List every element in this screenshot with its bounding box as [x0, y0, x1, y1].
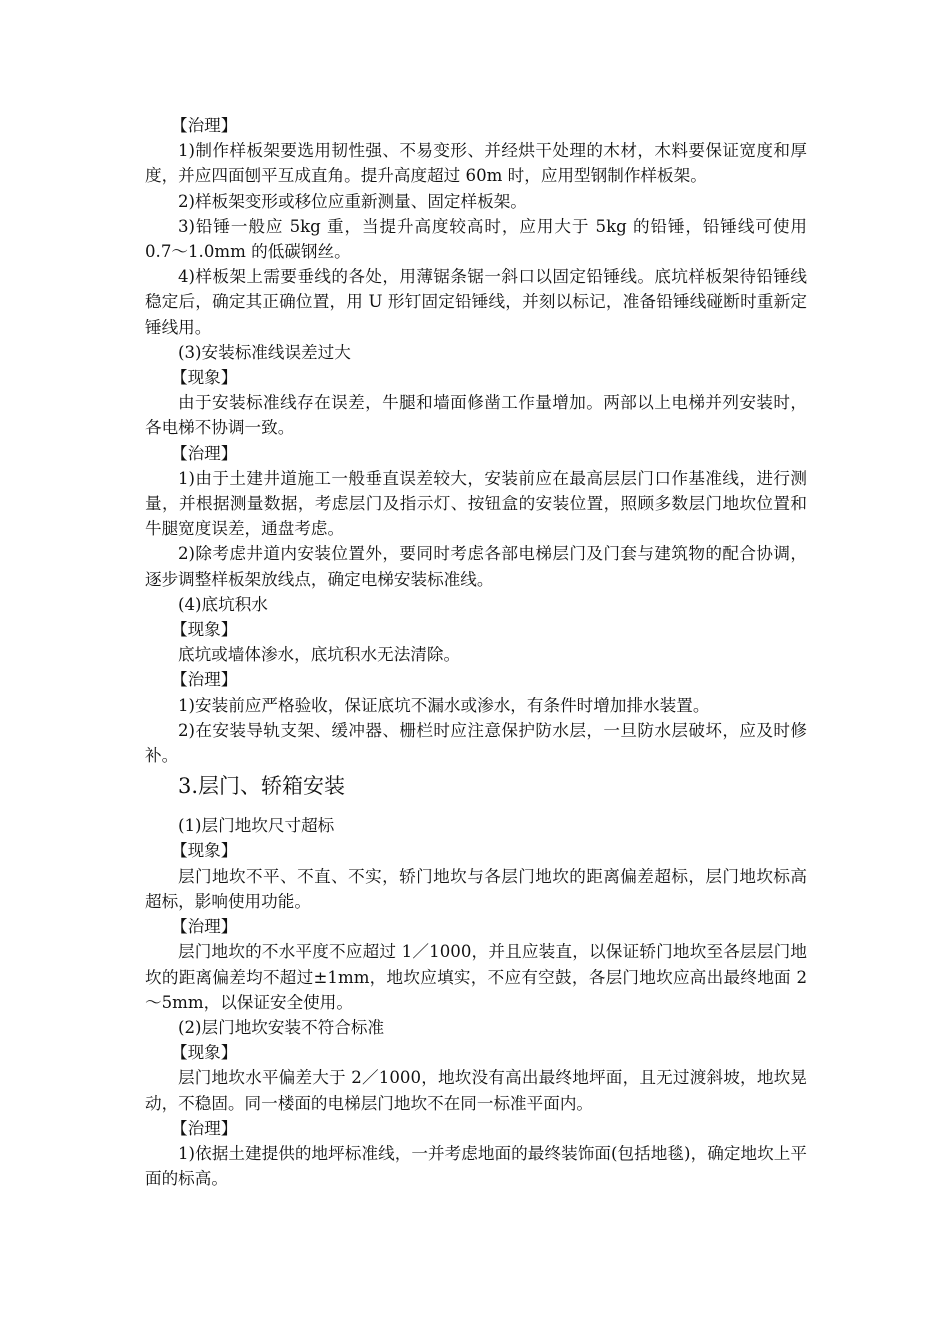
paragraph: 层门地坎的不水平度不应超过 1／1000，并且应装直，以保证轿门地坎至各层层门地坎的距离偏差均不超过±1mm，地坎应填实，不应有空鼓，各层门地坎应高出最终地面 2～5mm，以保证安全使用。: [145, 942, 807, 1012]
subsection-label: 【现象】: [171, 841, 238, 861]
paragraph: 1)依据土建提供的地坪标准线，一并考虑地面的最终装饰面(包括地毯)，确定地坎上平面的标高。: [145, 1143, 807, 1189]
paragraph: 2)在安装导轨支架、缓冲器、栅栏时应注意保护防水层，一旦防水层破坏，应及时修补。: [145, 720, 807, 766]
paragraph: 1)由于土建井道施工一般垂直误差较大，安装前应在最高层层门口作基准线，进行测量，并根据测量数据，考虑层门及指示灯、按钮盒的安装位置，照顾多数层门地坎位置和牛腿宽度误差，通盘考虑。: [145, 468, 807, 539]
section-heading: 3.层门、轿箱安装: [178, 774, 346, 799]
subsection-label: 【治理】: [171, 116, 238, 135]
paragraph: 2)样板架变形或移位应重新测量、固定样板架。: [178, 191, 527, 211]
paragraph: 1)制作样板架要选用韧性强、不易变形、并经烘干处理的木材，木料要保证宽度和厚度，并应四面刨平互成直角。提升高度超过 60m 时，应用型钢制作样板架。: [145, 141, 807, 186]
paragraph: 3)铅锤一般应 5kg 重，当提升高度较高时，应用大于 5kg 的铅锤，铅锤线可使用 0.7～1.0mm 的低碳钢丝。: [145, 216, 807, 262]
subsection-label: 【治理】: [171, 443, 238, 463]
paragraph: 1)安装前应严格验收，保证底坑不漏水或渗水，有条件时增加排水装置。: [178, 695, 710, 715]
paragraph: 底坑或墙体渗水，底坑积水无法清除。: [178, 645, 461, 665]
paragraph: (2)层门地坎安装不符合标准: [178, 1017, 385, 1037]
paragraph: 由于安装标准线存在误差，牛腿和墙面修凿工作量增加。两部以上电梯并列安装时，各电梯不协调一致。: [145, 393, 807, 438]
paragraph: 2)除考虑井道内安装位置外，要同时考虑各部电梯层门及门套与建筑物的配合协调，逐步调整样板架放线点，确定电梯安装标准线。: [145, 544, 807, 589]
subsection-label: 【治理】: [171, 670, 238, 690]
subsection-label: 【现象】: [171, 1043, 238, 1063]
paragraph: 层门地坎不平、不直、不实，轿门地坎与各层门地坎的距离偏差超标，层门地坎标高超标，影响使用功能。: [145, 866, 807, 911]
subsection-label: 【治理】: [171, 917, 238, 937]
paragraph: 层门地坎水平偏差大于 2／1000，地坎没有高出最终地坪面，且无过渡斜坡，地坎晃动，不稳固。同一楼面的电梯层门地坎不在同一标准平面内。: [145, 1068, 807, 1113]
document-page: [145, 113, 807, 1191]
paragraph: (4)底坑积水: [178, 594, 268, 614]
subsection-label: 【治理】: [171, 1118, 238, 1138]
subsection-label: 【现象】: [171, 368, 238, 388]
subsection-label: 【现象】: [171, 620, 238, 640]
paragraph: 4)样板架上需要垂线的各处，用薄锯条锯一斜口以固定铅锤线。底坑样板架待铅锤线稳定后，确定其正确位置，用 U 形钉固定铅锤线，并刻以标记，准备铅锤线碰断时重新定锤线用。: [145, 267, 807, 337]
paragraph: (3)安装标准线误差过大: [178, 342, 351, 362]
paragraph: (1)层门地坎尺寸超标: [178, 816, 335, 836]
